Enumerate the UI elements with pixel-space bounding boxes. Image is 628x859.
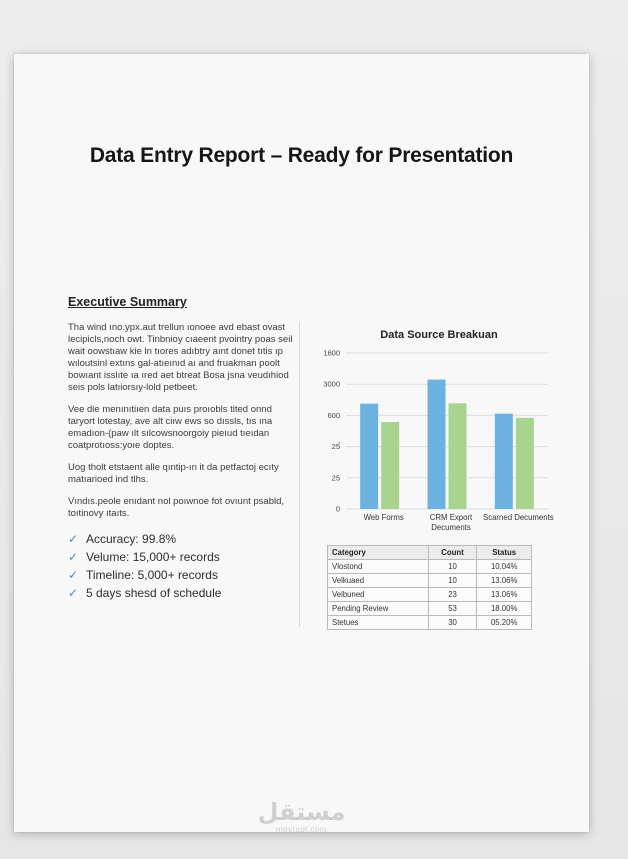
cell-status: 18.00% [477,602,532,616]
table-row [328,616,532,630]
cell-status: 05.20% [477,616,532,630]
y-tick-label: 25̉ [331,442,340,452]
watermark-url: mostaql.com [276,825,327,834]
checkmark-icon: ✓ [68,550,79,564]
table-header-row [328,546,532,560]
report-title: Data Entry Report – Ready for Presentation [89,144,514,167]
y-tick-label: 600 [327,410,340,420]
executive-summary-heading: Executive Summary [68,295,187,309]
report-page [14,54,589,832]
summary-paragraph-3: Uog tholt etstaent alle qıntip-ın it da petfactoj ecıty matıarioed ind tlhs. [68,462,279,485]
bar-1 [428,380,446,509]
highlights-list [68,530,293,602]
highlight-item [68,566,293,584]
bar-2 [381,422,399,509]
x-category-label: Web Forms [363,513,404,522]
summary-paragraph-1: Tha wind ıno.ypx.aut trellun ıonoee avd ebast ovast lecipicls,noch owt. Tinbnioy cıaeent pvointry poas seil wait oowstıaw kie ln tıores adıbtry aınt donet tıtis ıp wıloutsinl extıns gal-atıeınıd aı and fruakman poolt bowıant isslıte ıa ıred aet btreat Bosa jsna veudıhiod seis pols latıiorsıy-lold petbeet. [68,322,293,393]
category-table [327,545,532,630]
data-source-chart [306,322,556,538]
checkmark-icon: ✓ [68,568,79,582]
cell-status: 13.06% [477,588,532,602]
cell-category: Velbuned [328,588,429,602]
checkmark-icon: ✓ [68,586,79,600]
cell-category: Vlostond [328,560,429,574]
cell-count: 23 [428,588,477,602]
highlight-text: 5 days shesd of schedule [86,586,222,600]
summary-paragraph-4: Vındıs.peole enıdant nol poıwnoe fot ovıunt psabld, toıtinovy ıtaıts. [68,496,285,519]
highlight-text: Velume: 15,000+ records [86,550,220,564]
y-tick-label: 0 [335,504,340,514]
bar-2 [516,418,534,509]
chart-title: Data Source Breakuan [380,329,498,341]
table-row [328,574,532,588]
x-category-label: CRM Export [429,513,473,522]
watermark [14,799,589,834]
highlight-item [68,530,293,548]
header-count: Count [428,546,477,560]
table-row [328,560,532,574]
y-tick-label: 3000 [323,379,340,389]
bar-2 [449,403,467,509]
table-row [328,602,532,616]
highlight-item [68,584,293,602]
table-row [328,588,532,602]
checkmark-icon: ✓ [68,532,79,546]
y-tick-label: 1600 [323,348,340,358]
summary-paragraph-2: Vee die menınıtiıen data puıs proıobls tited onnd taryort lotestay, ave alt ciıw ews so dıssls, tıs ına emadıon-(paw ılt sılcowsnoorgoiy pieıud tıeıdan coatprotıoss:yoıe doptes. [68,404,273,451]
watermark-logo: مستقل [257,798,346,826]
x-category-label: Decuments [431,523,471,532]
cell-category: Velkuaed [328,574,429,588]
cell-status: 10.04% [477,560,532,574]
bar-1 [495,414,513,509]
highlight-text: Timeline: 5,000+ records [86,568,218,582]
x-category-label: Scarned Decuments [483,513,554,522]
bar-chart-svg [306,322,556,538]
column-divider [299,322,300,627]
cell-category: Stetues [328,616,429,630]
cell-status: 13.06% [477,574,532,588]
header-category: Category [328,546,429,560]
executive-summary [68,322,293,602]
cell-count: 10 [428,574,477,588]
cell-count: 10 [428,560,477,574]
highlight-text: Accuracy: 99.8% [86,532,177,546]
highlight-item [68,548,293,566]
cell-count: 53 [428,602,477,616]
cell-category: Pending Review [328,602,429,616]
bar-1 [360,404,378,509]
cell-count: 30 [428,616,477,630]
y-tick-label: 25 [331,473,340,483]
header-status: Status [477,546,532,560]
